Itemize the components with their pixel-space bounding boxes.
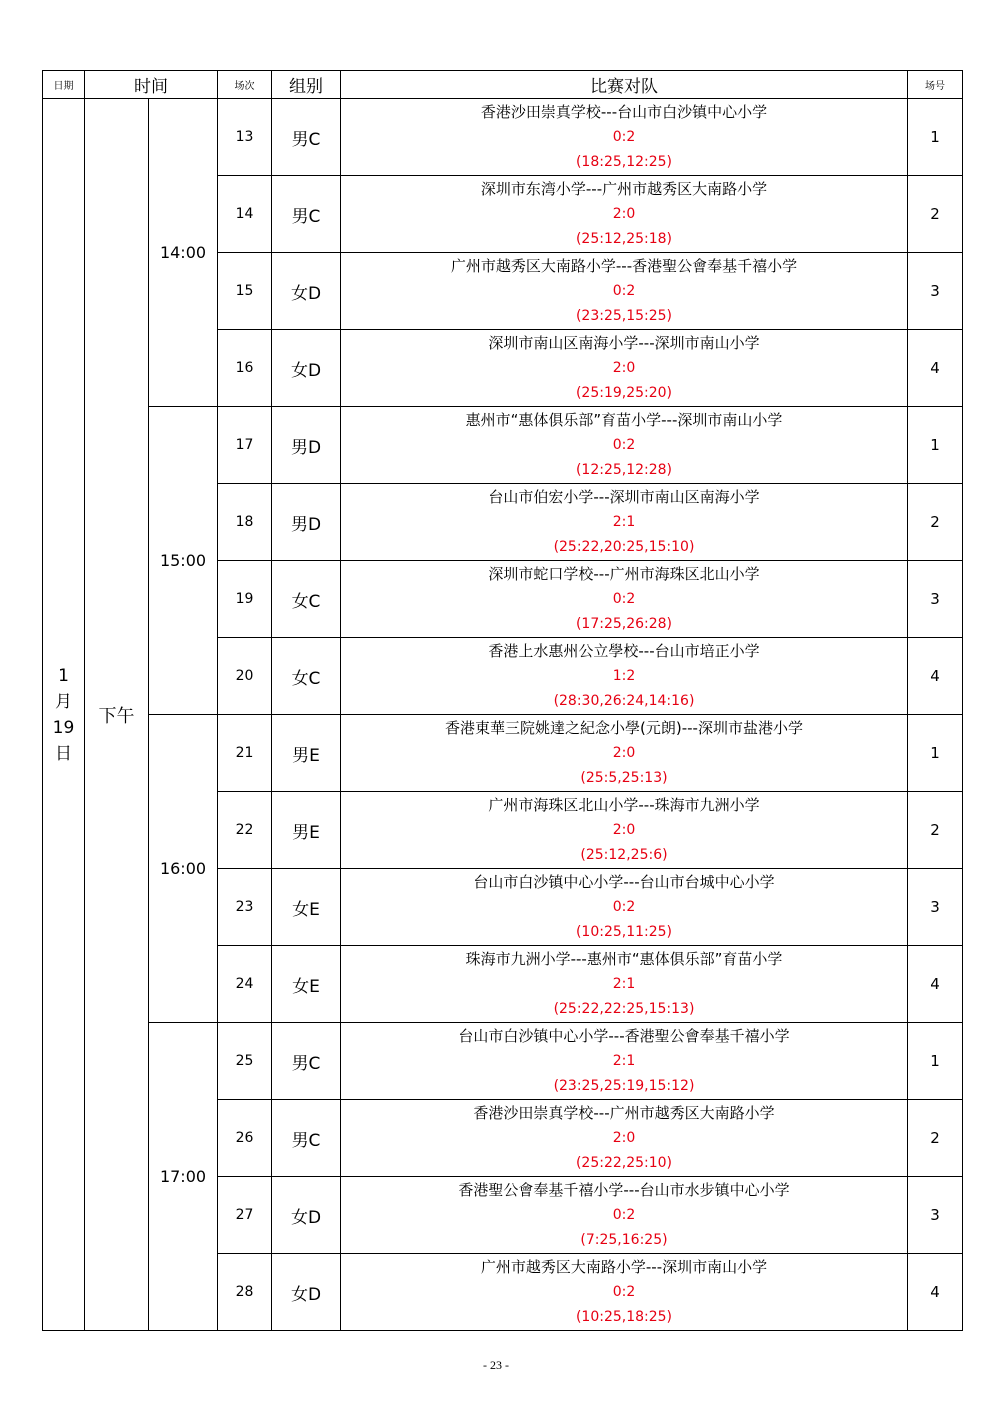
match-set-scores: (25:19,25:20) (575, 385, 673, 401)
header-num: 场次 (218, 71, 272, 99)
match-cell (341, 715, 908, 792)
match-teams: 香港沙田崇真学校---台山市白沙镇中心小学 (480, 103, 768, 121)
schedule-table (42, 70, 963, 1331)
match-teams: 珠海市九洲小学---惠州市“惠体俱乐部”育苗小学 (465, 950, 783, 968)
date-part: 日 (55, 743, 72, 764)
court-number: 2 (908, 176, 963, 253)
match-cell (341, 1023, 908, 1100)
match-set-scores: (25:22,20:25,15:10) (553, 539, 695, 555)
court-number: 2 (908, 792, 963, 869)
match-group: 男D (272, 484, 341, 561)
match-teams: 台山市白沙镇中心小学---台山市台城中心小学 (473, 873, 775, 891)
match-number: 26 (218, 1100, 272, 1177)
match-number: 14 (218, 176, 272, 253)
court-number: 1 (908, 715, 963, 792)
match-teams: 广州市越秀区大南路小学---深圳市南山小学 (480, 1258, 768, 1276)
court-number: 4 (908, 1254, 963, 1331)
header-time: 时间 (85, 71, 218, 99)
match-score: 0:2 (612, 899, 636, 915)
match-score: 0:2 (612, 591, 636, 607)
court-number: 4 (908, 946, 963, 1023)
match-group: 男C (272, 176, 341, 253)
match-number: 20 (218, 638, 272, 715)
match-group: 男C (272, 1023, 341, 1100)
match-score: 2:0 (612, 1130, 636, 1146)
match-set-scores: (25:22,25:10) (575, 1155, 673, 1171)
match-score: 0:2 (612, 1284, 636, 1300)
match-teams: 深圳市南山区南海小学---深圳市南山小学 (488, 334, 760, 352)
match-score: 2:1 (612, 976, 636, 992)
match-score: 0:2 (612, 1207, 636, 1223)
match-score: 0:2 (612, 129, 636, 145)
time-slot: 16:00 (149, 715, 218, 1023)
match-score: 2:1 (612, 1053, 636, 1069)
match-set-scores: (25:12,25:6) (580, 847, 668, 863)
match-number: 17 (218, 407, 272, 484)
match-cell (341, 561, 908, 638)
match-number: 19 (218, 561, 272, 638)
match-cell (341, 1177, 908, 1254)
match-number: 28 (218, 1254, 272, 1331)
match-group: 女D (272, 1254, 341, 1331)
match-teams: 广州市海珠区北山小学---珠海市九洲小学 (488, 796, 760, 814)
match-teams: 台山市白沙镇中心小学---香港聖公會奉基千禧小学 (458, 1027, 790, 1045)
court-number: 1 (908, 99, 963, 176)
match-group: 男D (272, 407, 341, 484)
match-number: 24 (218, 946, 272, 1023)
match-set-scores: (25:22,22:25,15:13) (553, 1001, 695, 1017)
court-number: 4 (908, 638, 963, 715)
match-set-scores: (12:25,12:28) (575, 462, 673, 478)
match-cell (341, 99, 908, 176)
court-number: 3 (908, 869, 963, 946)
match-teams: 香港聖公會奉基千禧小学---台山市水步镇中心小学 (458, 1181, 790, 1199)
match-set-scores: (23:25,25:19,15:12) (553, 1078, 695, 1094)
match-group: 男C (272, 1100, 341, 1177)
match-group: 男E (272, 715, 341, 792)
match-group: 男E (272, 792, 341, 869)
match-cell (341, 946, 908, 1023)
page-number: - 23 - (483, 1358, 509, 1372)
match-teams: 香港上水惠州公立學校---台山市培正小学 (488, 642, 760, 660)
header-row (43, 71, 963, 99)
match-group: 女D (272, 1177, 341, 1254)
match-score: 2:1 (612, 514, 636, 530)
match-set-scores: (7:25,16:25) (580, 1232, 668, 1248)
match-cell (341, 1254, 908, 1331)
court-number: 3 (908, 1177, 963, 1254)
match-score: 0:2 (612, 437, 636, 453)
match-teams: 广州市越秀区大南路小学---香港聖公會奉基千禧小学 (450, 257, 798, 275)
match-cell (341, 176, 908, 253)
match-set-scores: (10:25,18:25) (575, 1309, 673, 1325)
match-row (43, 1023, 963, 1100)
date-part: 19 (52, 717, 75, 738)
match-teams: 香港東華三院姚達之紀念小學(元朗)---深圳市盐港小学 (445, 719, 803, 737)
match-set-scores: (23:25,15:25) (575, 308, 673, 324)
match-row (43, 99, 963, 176)
match-score: 2:0 (612, 745, 636, 761)
match-teams: 深圳市蛇口学校---广州市海珠区北山小学 (488, 565, 760, 583)
match-cell (341, 407, 908, 484)
match-set-scores: (25:5,25:13) (580, 770, 668, 786)
match-number: 18 (218, 484, 272, 561)
header-group: 组别 (272, 71, 341, 99)
match-group: 女C (272, 561, 341, 638)
match-teams: 香港沙田崇真学校---广州市越秀区大南路小学 (473, 1104, 775, 1122)
match-set-scores: (10:25,11:25) (575, 924, 673, 940)
match-set-scores: (28:30,26:24,14:16) (553, 693, 695, 709)
match-cell (341, 638, 908, 715)
match-cell (341, 792, 908, 869)
match-group: 女D (272, 253, 341, 330)
match-group: 女E (272, 869, 341, 946)
match-number: 13 (218, 99, 272, 176)
match-score: 1:2 (612, 668, 636, 684)
match-teams: 台山市伯宏小学---深圳市南山区南海小学 (488, 488, 760, 506)
time-slot: 15:00 (149, 407, 218, 715)
match-number: 25 (218, 1023, 272, 1100)
match-score: 2:0 (612, 360, 636, 376)
court-number: 2 (908, 1100, 963, 1177)
match-group: 女C (272, 638, 341, 715)
match-group: 女D (272, 330, 341, 407)
match-group: 男C (272, 99, 341, 176)
header-date: 日期 (43, 71, 85, 99)
match-group: 女E (272, 946, 341, 1023)
match-row (43, 407, 963, 484)
period-cell: 下午 (85, 99, 149, 1331)
match-cell (341, 869, 908, 946)
date-part: 月 (55, 691, 72, 712)
match-number: 27 (218, 1177, 272, 1254)
match-cell (341, 330, 908, 407)
match-score: 2:0 (612, 206, 636, 222)
match-number: 15 (218, 253, 272, 330)
date-cell (43, 99, 85, 1331)
time-slot: 14:00 (149, 99, 218, 407)
court-number: 4 (908, 330, 963, 407)
match-set-scores: (18:25,12:25) (575, 154, 673, 170)
match-cell (341, 484, 908, 561)
date-part: 1 (58, 665, 69, 686)
court-number: 1 (908, 407, 963, 484)
court-number: 2 (908, 484, 963, 561)
match-number: 16 (218, 330, 272, 407)
court-number: 1 (908, 1023, 963, 1100)
match-number: 21 (218, 715, 272, 792)
match-score: 2:0 (612, 822, 636, 838)
header-court: 场号 (908, 71, 963, 99)
header-match: 比赛对队 (341, 71, 908, 99)
match-score: 0:2 (612, 283, 636, 299)
match-number: 23 (218, 869, 272, 946)
match-row (43, 715, 963, 792)
court-number: 3 (908, 253, 963, 330)
match-set-scores: (25:12,25:18) (575, 231, 673, 247)
match-teams: 深圳市东湾小学---广州市越秀区大南路小学 (480, 180, 768, 198)
match-cell (341, 253, 908, 330)
time-slot: 17:00 (149, 1023, 218, 1331)
court-number: 3 (908, 561, 963, 638)
match-set-scores: (17:25,26:28) (575, 616, 673, 632)
match-number: 22 (218, 792, 272, 869)
match-cell (341, 1100, 908, 1177)
match-teams: 惠州市“惠体俱乐部”育苗小学---深圳市南山小学 (465, 411, 783, 429)
